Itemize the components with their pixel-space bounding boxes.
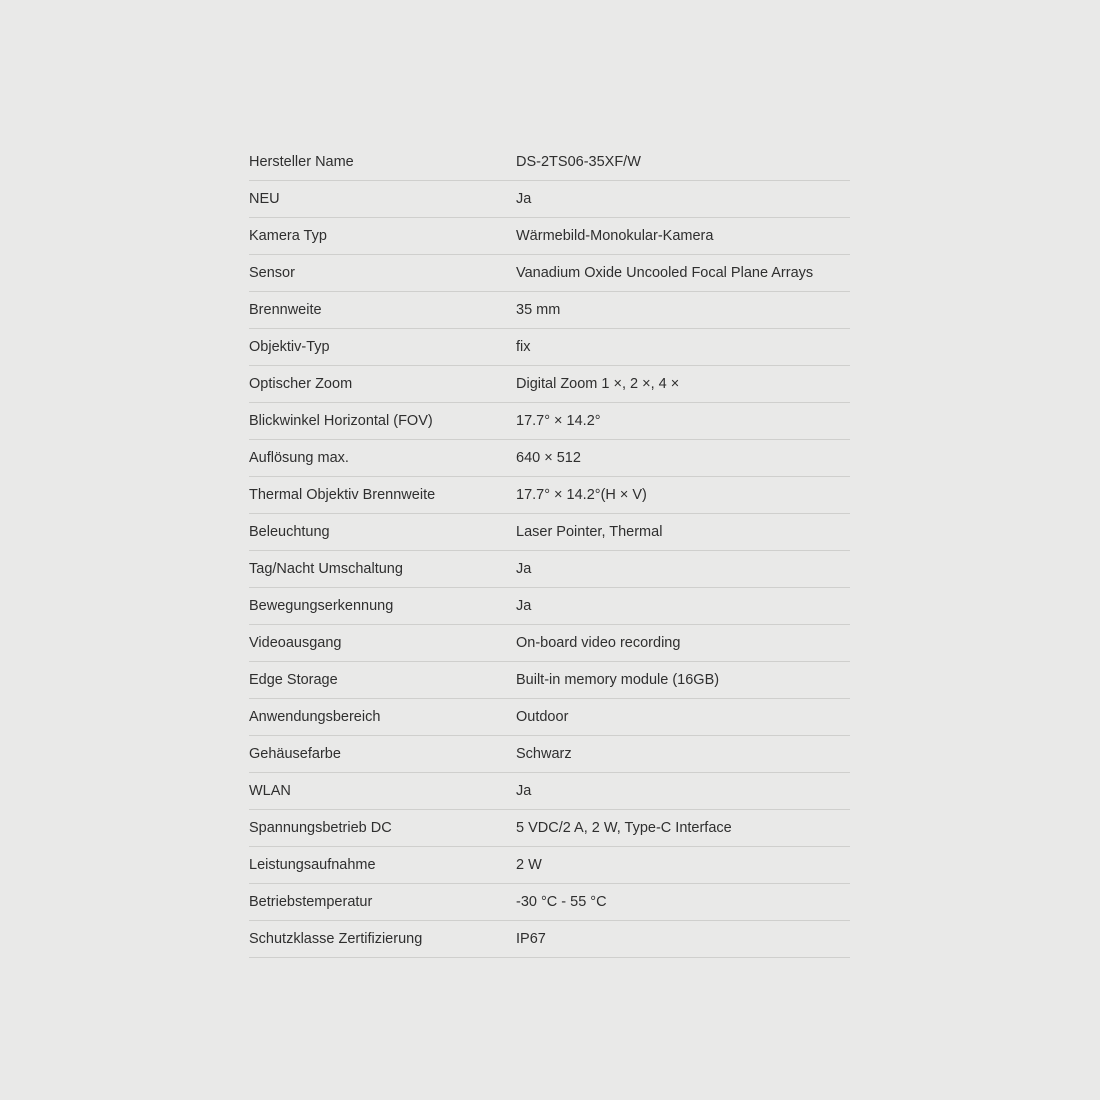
spec-label: Blickwinkel Horizontal (FOV) bbox=[249, 412, 433, 429]
spec-row bbox=[249, 551, 850, 588]
spec-label: Hersteller Name bbox=[249, 153, 354, 170]
spec-value: Built-in memory module (16GB) bbox=[516, 671, 720, 688]
spec-row bbox=[249, 144, 850, 181]
spec-label: Leistungsaufnahme bbox=[249, 856, 376, 873]
spec-row bbox=[249, 810, 850, 847]
spec-label: Betriebstemperatur bbox=[249, 893, 373, 910]
spec-value: Ja bbox=[516, 782, 532, 799]
spec-row bbox=[249, 514, 850, 551]
spec-label: NEU bbox=[249, 190, 280, 207]
spec-row bbox=[249, 847, 850, 884]
spec-table bbox=[249, 144, 850, 958]
spec-value: IP67 bbox=[516, 930, 546, 947]
spec-row bbox=[249, 366, 850, 403]
spec-value: -30 °C - 55 °C bbox=[516, 893, 607, 910]
spec-row bbox=[249, 329, 850, 366]
spec-row bbox=[249, 625, 850, 662]
spec-row bbox=[249, 477, 850, 514]
spec-label: WLAN bbox=[249, 782, 291, 799]
spec-label: Schutzklasse Zertifizierung bbox=[249, 930, 423, 947]
spec-row bbox=[249, 773, 850, 810]
spec-label: Spannungsbetrieb DC bbox=[249, 819, 392, 836]
spec-value: Laser Pointer, Thermal bbox=[516, 523, 663, 540]
spec-value: DS-2TS06-35XF/W bbox=[516, 153, 641, 170]
spec-label: Videoausgang bbox=[249, 634, 342, 651]
spec-label: Thermal Objektiv Brennweite bbox=[249, 486, 436, 503]
spec-label: Anwendungsbereich bbox=[249, 708, 381, 725]
spec-row bbox=[249, 921, 850, 958]
spec-value: Digital Zoom 1 ×, 2 ×, 4 × bbox=[516, 375, 680, 392]
spec-label: Auflösung max. bbox=[249, 449, 349, 466]
spec-row bbox=[249, 255, 850, 292]
spec-label: Tag/Nacht Umschaltung bbox=[249, 560, 403, 577]
spec-value: Ja bbox=[516, 190, 532, 207]
spec-value: 17.7° × 14.2°(H × V) bbox=[516, 486, 647, 503]
spec-value: On-board video recording bbox=[516, 634, 681, 651]
spec-label: Brennweite bbox=[249, 301, 322, 318]
spec-label: Optischer Zoom bbox=[249, 375, 353, 392]
spec-label: Edge Storage bbox=[249, 671, 338, 688]
spec-value: Ja bbox=[516, 560, 532, 577]
spec-row bbox=[249, 292, 850, 329]
spec-label: Kamera Typ bbox=[249, 227, 327, 244]
spec-value: Vanadium Oxide Uncooled Focal Plane Arrays bbox=[516, 264, 814, 281]
spec-label: Bewegungserkennung bbox=[249, 597, 394, 614]
spec-value: Ja bbox=[516, 597, 532, 614]
spec-row bbox=[249, 440, 850, 477]
spec-label: Beleuchtung bbox=[249, 523, 330, 540]
spec-value: fix bbox=[516, 338, 531, 355]
spec-value: 2 W bbox=[516, 856, 542, 873]
spec-row bbox=[249, 884, 850, 921]
spec-label: Objektiv-Typ bbox=[249, 338, 330, 355]
spec-row bbox=[249, 181, 850, 218]
spec-row bbox=[249, 736, 850, 773]
spec-label: Gehäusefarbe bbox=[249, 745, 341, 762]
spec-row bbox=[249, 218, 850, 255]
spec-value: Schwarz bbox=[516, 745, 572, 762]
spec-label: Sensor bbox=[249, 264, 295, 281]
spec-value: Outdoor bbox=[516, 708, 569, 725]
spec-value: Wärmebild-Monokular-Kamera bbox=[516, 227, 714, 244]
spec-row bbox=[249, 403, 850, 440]
spec-row bbox=[249, 699, 850, 736]
spec-value: 640 × 512 bbox=[516, 449, 581, 466]
spec-value: 5 VDC/2 A, 2 W, Type-C Interface bbox=[516, 819, 732, 836]
spec-row bbox=[249, 588, 850, 625]
spec-row bbox=[249, 662, 850, 699]
spec-value: 35 mm bbox=[516, 301, 561, 318]
spec-value: 17.7° × 14.2° bbox=[516, 412, 601, 429]
